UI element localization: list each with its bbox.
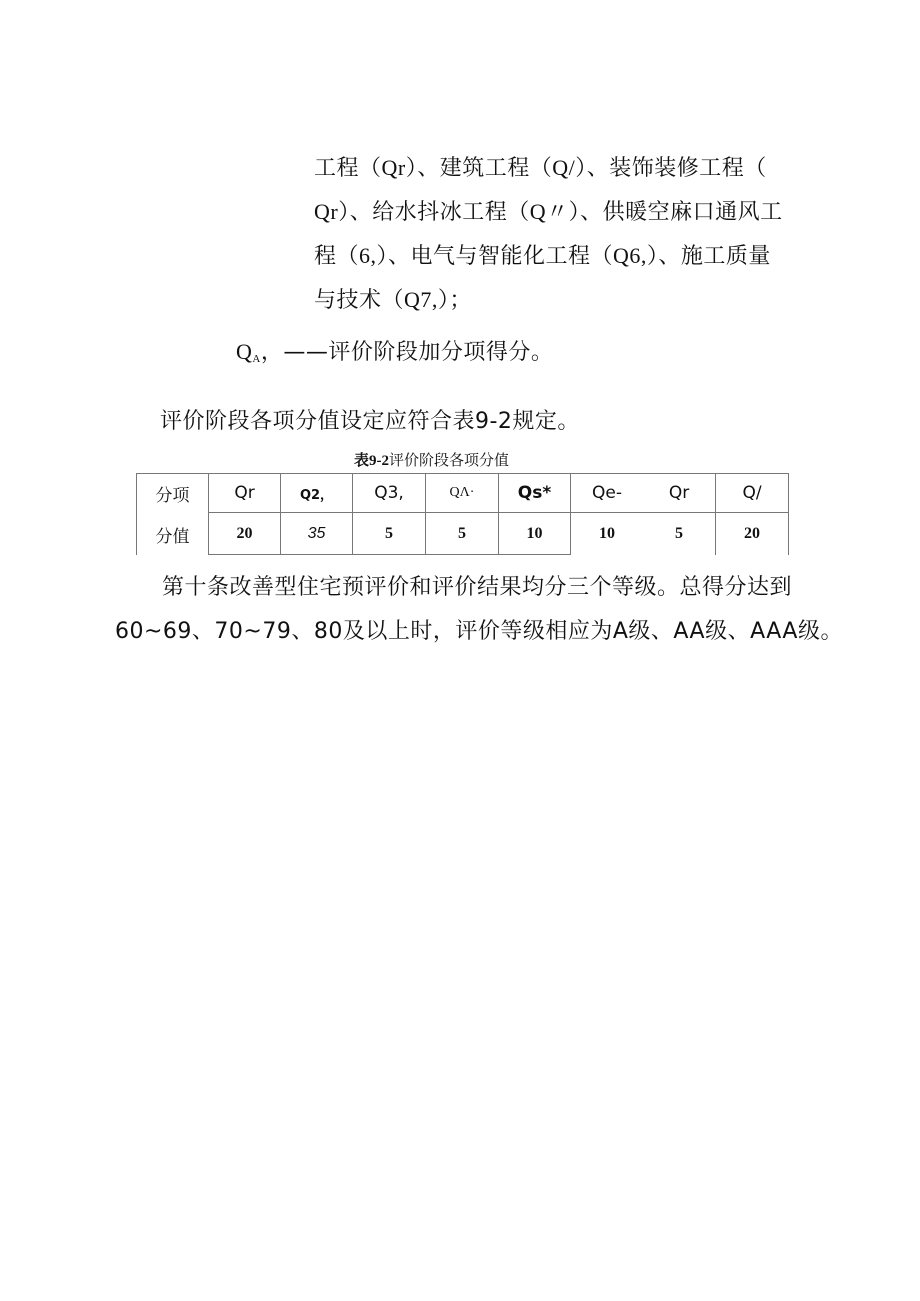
paragraph-line: 与技术（Q7,）； [314, 287, 472, 312]
value-cell-5: 10 [498, 513, 571, 555]
qa-subscript: A [252, 353, 261, 365]
value-cell-6: 10 [599, 525, 615, 542]
qa-definition [236, 330, 553, 381]
qa-symbol: Q [236, 339, 253, 364]
header-cell-7: Qr [643, 473, 715, 513]
article-10-line-2: 60~69、70~79、80及以上时，评价等级相应为A级、AA级、AAA级。 [115, 619, 843, 644]
table-caption-number: 表9-2 [354, 453, 389, 469]
item-list-paragraph [314, 146, 783, 322]
header-cell-5: Qs* [498, 473, 571, 513]
qa-text: ，——评价阶段加分项得分。 [260, 340, 554, 365]
value-cell-4: 5 [425, 513, 498, 555]
header-cell-6: Qe- [571, 473, 643, 513]
value-cell-2: 35 [280, 513, 352, 555]
header-cell-2: Q2， [280, 473, 352, 513]
table-row-label-items: 分项 [136, 473, 208, 513]
header-cell-8: Q/ [715, 473, 789, 513]
table-row-label-values: 分值 [136, 513, 208, 555]
paragraph-line: Qr）、给水抖冰工程（Q〃）、供暖空麻口通风工 [314, 199, 783, 224]
value-cell-1: 20 [208, 513, 280, 555]
paragraph-line: 工程（Qr）、建筑工程（Q/）、装饰装修工程（ [314, 155, 767, 180]
table-caption [354, 449, 509, 470]
paragraph-line: 程（6,）、电气与智能化工程（Q6,）、施工质量 [314, 243, 771, 268]
article-10-line-1: 第十条改善型住宅预评价和评价结果均分三个等级。总得分达到 [162, 575, 793, 600]
header-cell-3: Q3, [352, 473, 425, 513]
value-cell-8: 20 [715, 513, 789, 555]
value-cell-7: 5 [675, 525, 683, 542]
header-cell-1: Qr [208, 473, 280, 513]
header-cell-4: QΛ· [425, 473, 498, 513]
value-cell-3: 5 [352, 513, 425, 555]
table-caption-text: 评价阶段各项分值 [389, 451, 510, 469]
table-intro: 评价阶段各项分值设定应符合表9-2规定。 [160, 409, 580, 434]
